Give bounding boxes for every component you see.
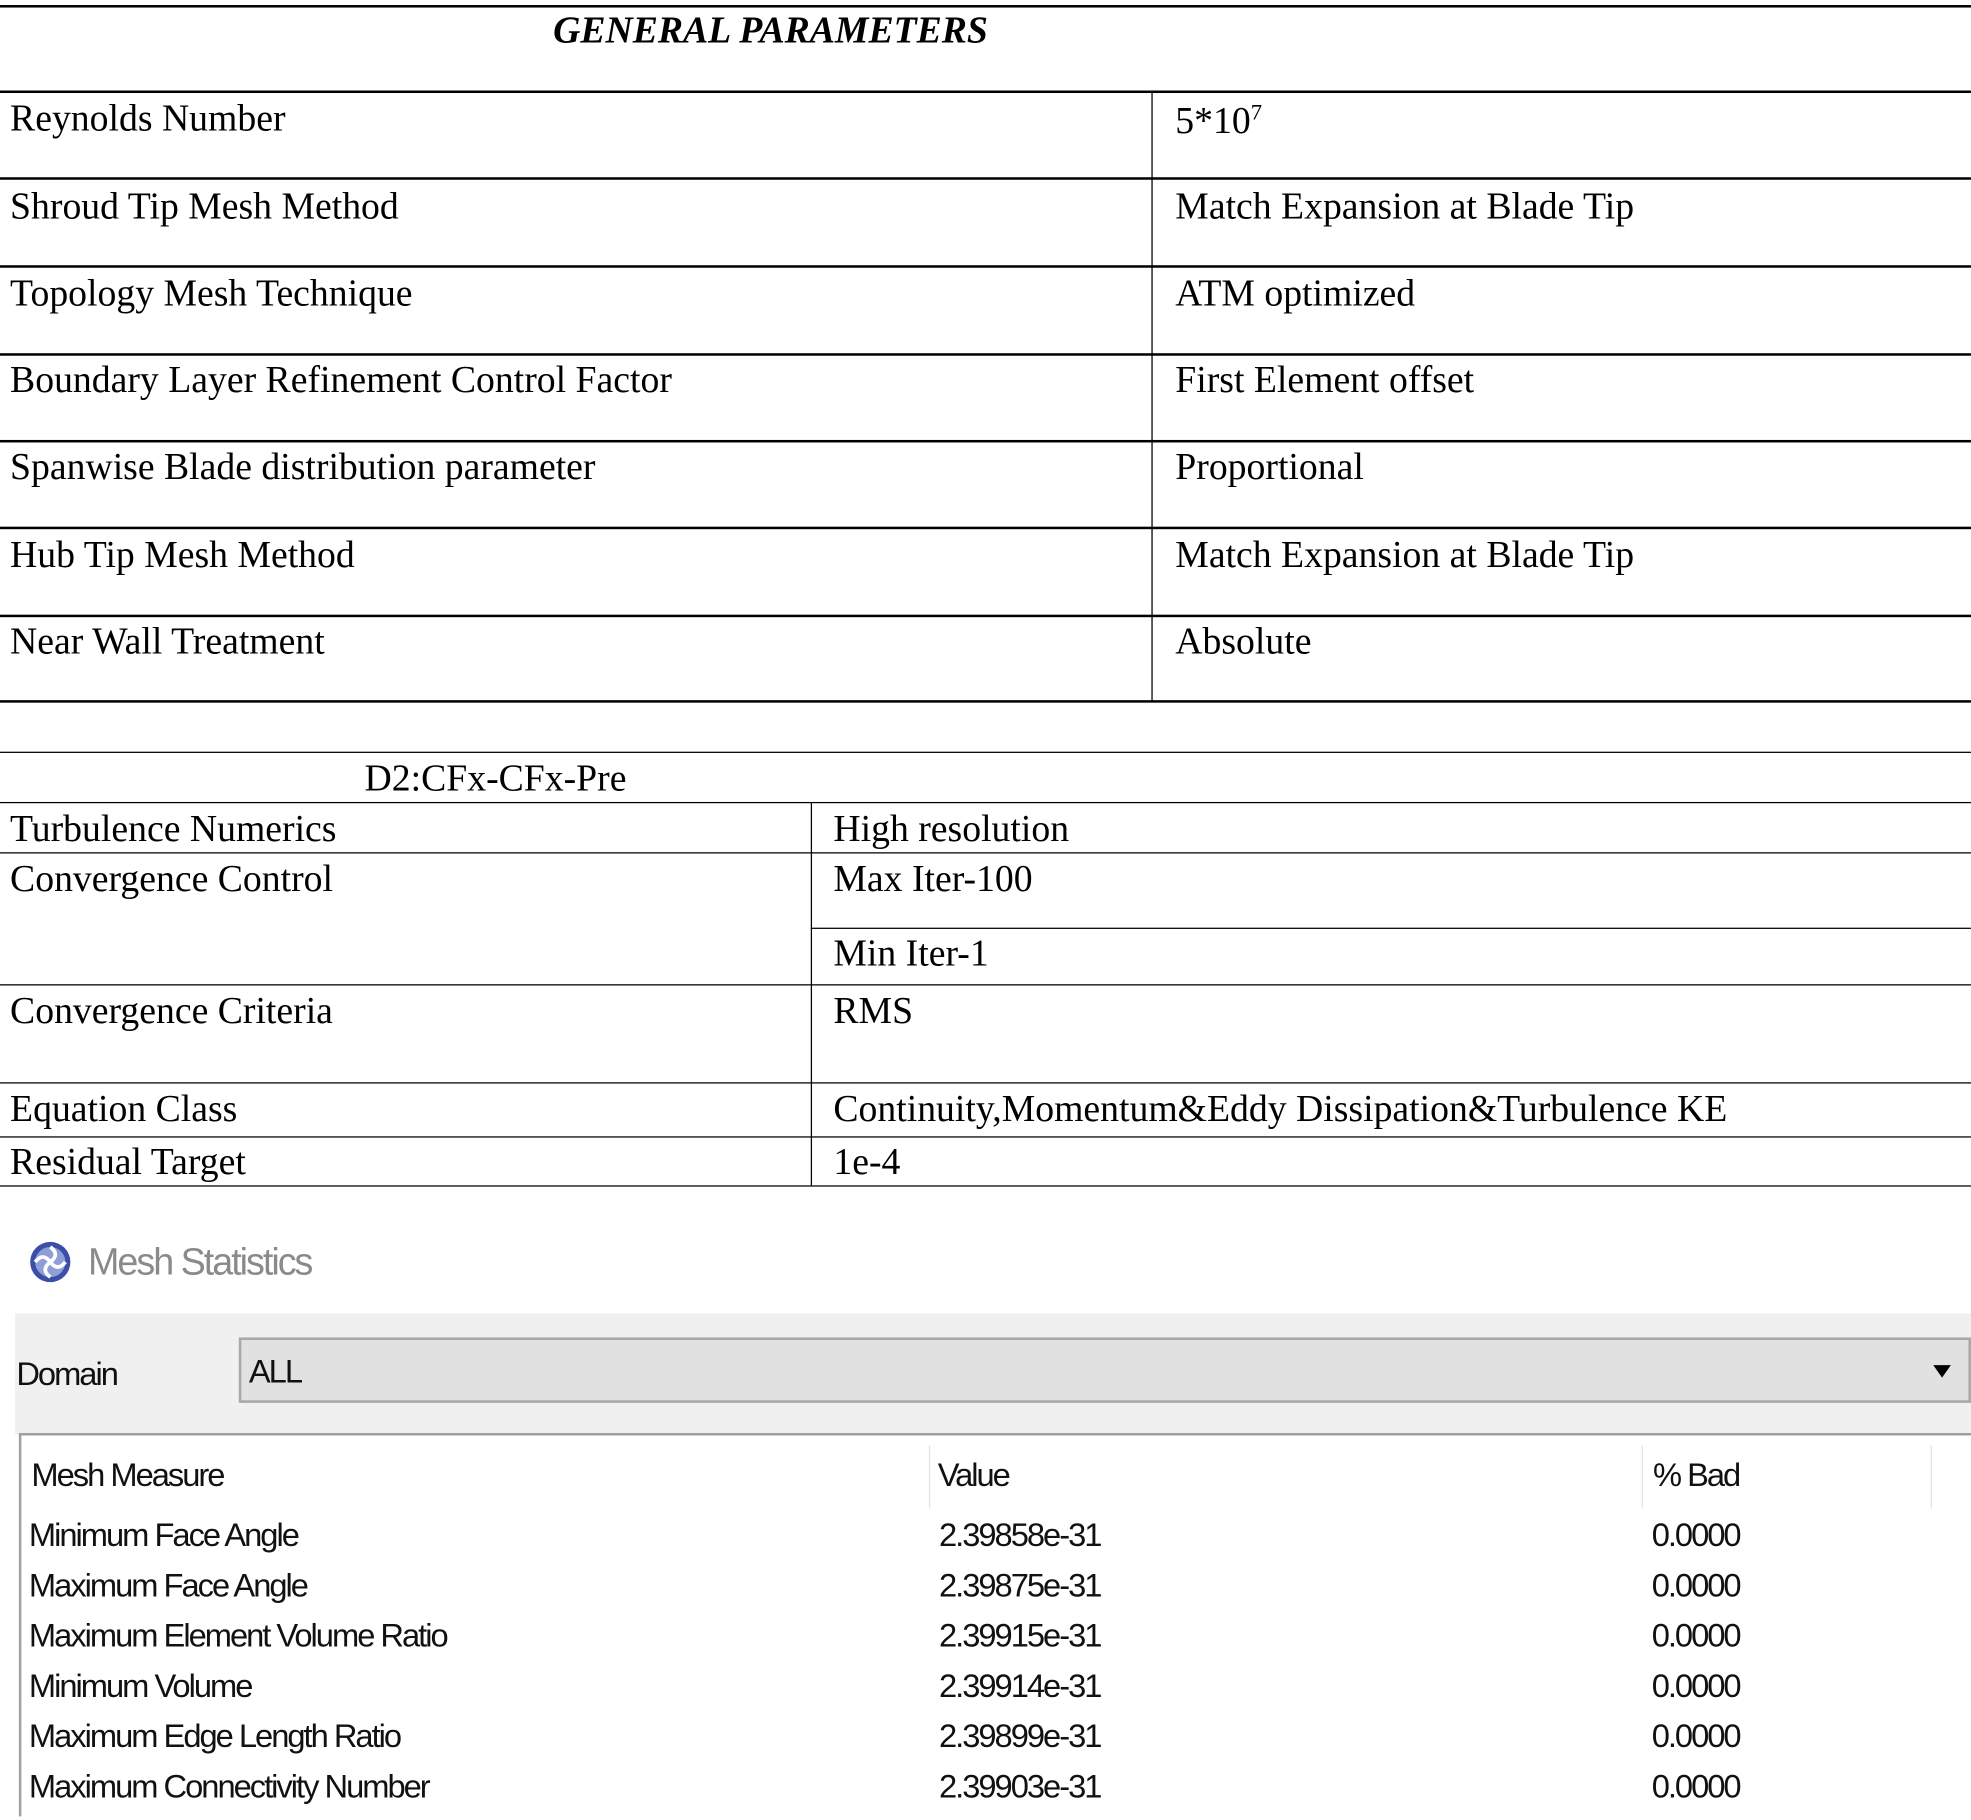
mesh-value: 2.39915e-31 xyxy=(938,1616,1101,1655)
row-label: Turbulence Numerics xyxy=(10,808,337,850)
row-value: Continuity,Momentum&Eddy Dissipation&Turbulence KE xyxy=(833,1088,1728,1131)
divider xyxy=(0,265,1971,268)
reynolds-value: 5*10 xyxy=(1175,100,1251,143)
mesh-statistics-icon xyxy=(28,1238,73,1286)
column-header-bad[interactable]: % Bad xyxy=(1652,1455,1740,1494)
row-value: Match Expansion at Blade Tip xyxy=(1175,534,1635,576)
divider xyxy=(0,527,1971,530)
mesh-statistics-title: Mesh Statistics xyxy=(87,1241,312,1284)
divider xyxy=(0,752,1971,753)
mesh-value: 2.39875e-31 xyxy=(938,1566,1101,1604)
row-value: ATM optimized xyxy=(1175,272,1416,315)
mesh-value: 2.39903e-31 xyxy=(938,1767,1101,1806)
row-value: Absolute xyxy=(1175,620,1312,663)
divider xyxy=(0,177,1971,180)
reynolds-exponent: 7 xyxy=(1250,99,1263,125)
mesh-measure: Maximum Element Volume Ratio xyxy=(28,1616,447,1655)
row-value: First Element offset xyxy=(1175,359,1475,401)
column-divider xyxy=(1151,92,1152,702)
mesh-value: 2.39914e-31 xyxy=(938,1666,1101,1705)
row-value: Max Iter-100 xyxy=(833,858,1033,901)
divider xyxy=(0,91,1971,94)
table-row[interactable] xyxy=(21,1767,1971,1820)
divider xyxy=(0,1082,1971,1083)
mesh-value: 2.39858e-31 xyxy=(938,1515,1101,1554)
mesh-value: 2.39899e-31 xyxy=(938,1717,1101,1755)
row-value: 1e-4 xyxy=(833,1141,901,1183)
domain-selected-value: ALL xyxy=(248,1352,302,1391)
table-row[interactable] xyxy=(21,1717,1971,1770)
mesh-measure-table xyxy=(19,1433,1971,1816)
row-value: Min Iter-1 xyxy=(833,932,989,975)
divider xyxy=(0,802,1971,803)
row-label: Spanwise Blade distribution parameter xyxy=(10,446,596,488)
divider xyxy=(0,353,1971,356)
row-label: Reynolds Number xyxy=(10,98,286,140)
row-label: Residual Target xyxy=(10,1141,246,1183)
mesh-bad: 0.0000 xyxy=(1651,1767,1740,1806)
divider xyxy=(0,984,1971,985)
divider xyxy=(811,928,1971,929)
divider xyxy=(0,5,1971,8)
mesh-measure: Minimum Face Angle xyxy=(28,1515,298,1554)
mesh-measure: Minimum Volume xyxy=(28,1666,252,1705)
row-label: Shroud Tip Mesh Method xyxy=(10,186,399,228)
mesh-bad: 0.0000 xyxy=(1651,1566,1740,1604)
table-row[interactable] xyxy=(21,1566,1971,1619)
row-value: High resolution xyxy=(833,808,1070,850)
row-label: Convergence Criteria xyxy=(10,990,333,1032)
column-header-mesh-measure[interactable]: Mesh Measure xyxy=(31,1455,224,1494)
row-label: Hub Tip Mesh Method xyxy=(10,534,355,576)
mesh-measure: Maximum Face Angle xyxy=(28,1566,307,1604)
divider xyxy=(0,1136,1971,1137)
domain-label: Domain xyxy=(16,1355,117,1393)
divider xyxy=(0,700,1971,703)
mesh-measure: Maximum Connectivity Number xyxy=(28,1767,429,1806)
general-parameters-title: GENERAL PARAMETERS xyxy=(553,10,988,52)
table-row[interactable] xyxy=(21,1515,1971,1568)
row-value: Match Expansion at Blade Tip xyxy=(1175,186,1635,228)
row-value xyxy=(1175,101,1262,141)
chevron-down-icon[interactable] xyxy=(1933,1365,1951,1378)
mesh-measure: Maximum Edge Length Ratio xyxy=(28,1717,401,1755)
row-value: RMS xyxy=(833,990,914,1032)
mesh-bad: 0.0000 xyxy=(1651,1717,1740,1755)
column-divider xyxy=(1642,1446,1643,1509)
mesh-bad: 0.0000 xyxy=(1651,1666,1740,1705)
mesh-bad: 0.0000 xyxy=(1651,1616,1740,1655)
column-header-value[interactable]: Value xyxy=(937,1455,1009,1494)
row-value: Proportional xyxy=(1175,446,1364,488)
column-divider xyxy=(811,802,812,1185)
cfx-title: D2:CFx-CFx-Pre xyxy=(364,757,627,800)
column-divider xyxy=(929,1446,930,1509)
row-label: Boundary Layer Refinement Control Factor xyxy=(10,359,672,401)
row-label: Equation Class xyxy=(10,1088,238,1131)
divider xyxy=(0,615,1971,618)
divider xyxy=(0,852,1971,853)
domain-dropdown[interactable] xyxy=(239,1337,1971,1402)
mesh-bad: 0.0000 xyxy=(1651,1515,1740,1554)
table-row[interactable] xyxy=(21,1666,1971,1719)
row-label: Convergence Control xyxy=(10,858,333,901)
row-label: Topology Mesh Technique xyxy=(10,272,413,315)
column-divider xyxy=(1931,1446,1932,1509)
table-row[interactable] xyxy=(21,1616,1971,1669)
divider xyxy=(0,1185,1971,1186)
divider xyxy=(0,440,1971,443)
row-label: Near Wall Treatment xyxy=(10,620,325,663)
